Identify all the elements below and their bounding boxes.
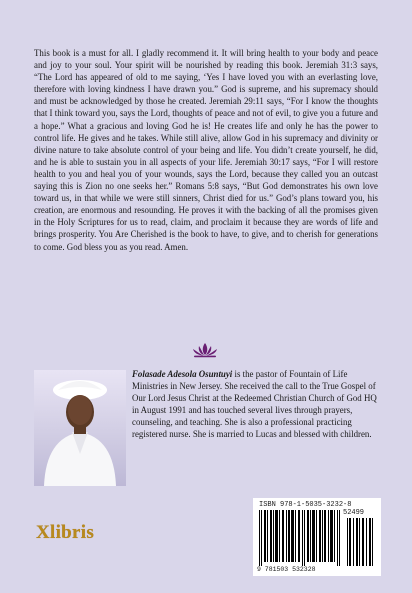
author-portrait-icon (34, 370, 126, 486)
author-bio (132, 368, 382, 441)
addon-number: 52499 (343, 509, 365, 517)
book-blurb: This book is a must for all. I gladly recommend it. It will bring health to your body and peace and joy to your soul. Your spirit will be nourished by reading this book. Jeremiah 31:3 says, “The Lord has appeared of old to me saying, ‘Yes I have loved you with an everlasting love, therefore with loving kindness I have drawn you.” God is supreme, and his supremacy should and must be acknowledged by those he created. Jeremiah 29:11 says, “For I know the thoughts that I think toward you, says the Lord, thoughts of peace and not of evil, to give you a future and a hope.” What a gracious and loving God he is! He creates life and only he has the power to control life. He gives and he takes. While still alive, allow God in his supremacy and divinity or divine nature to take absolute control of your being and life. You didn’t create yourself, he did, and he is able to sustain you in all aspects of your life. Jeremiah 30:17 says, “For I will restore health to you and heal you of your wounds, says the Lord, because they called you an outcast saying this is Zion no one seeks her.” Romans 5:8 says, “But God demonstrates his own love toward us, in that while we were still sinners, Christ died for us.” God’s plans toward you, his creation, are enormous and resounding. He proves it with the backing of all the promises given in the Holy Scriptures for us to read, claim, and proclaim it because they are words of life and brings prosperity. You Are Cherished is the book to have, to give, and to cherish for generations to come. God bless you as you read. Amen. (34, 48, 378, 252)
author-photo (34, 370, 126, 486)
publisher-logo: Xlibris (36, 522, 95, 543)
lotus-ornament-icon (190, 342, 220, 358)
barcode (253, 498, 381, 576)
ean-number: 9 781503 532328 (257, 566, 316, 573)
isbn-label: ISBN 978-1-5035-3232-8 (259, 501, 352, 509)
author-name: Folasade Adesola Osuntuyi (132, 369, 233, 379)
barcode-bars-icon (259, 510, 375, 566)
author-bio-text: is the pastor of Fountain of Life Ministries in New Jersey. She received the call to the True Gospel of Our Lord Jesus Christ at the Redeemed Christian Church of God HQ in August 1991 and has touched several lives through prayers, counseling, and teaching. She is also a professional practicing registered nurse. She is married to Lucas and blessed with children. (132, 369, 377, 440)
